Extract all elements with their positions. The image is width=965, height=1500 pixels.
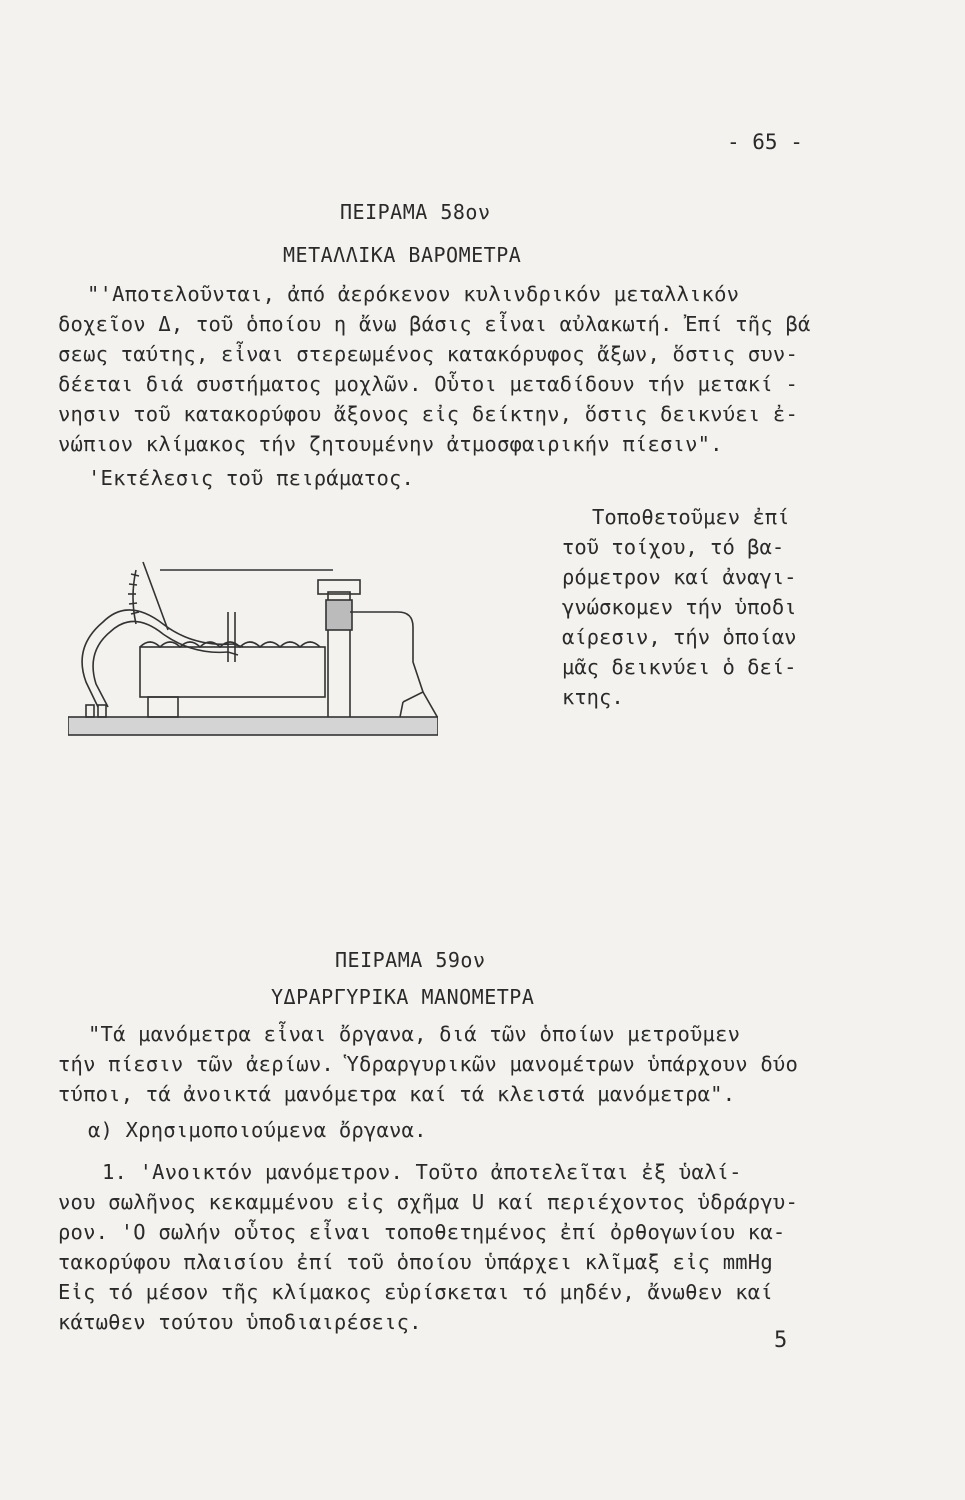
paragraph-line: Εἰς τό μέσον τῆς κλίμακος εὑρίσκεται τό μηδέν, ἄνωθεν καί	[58, 1280, 773, 1304]
paragraph-line: δέεται διά συστήματος μοχλῶν. Οὗτοι μεταδίδουν τήν μετακί -	[58, 372, 798, 396]
paragraph-line: νου σωλῆνος κεκαμμένου εἰς σχῆμα U καί περιέχοντος ὑδράργυ-	[58, 1190, 798, 1214]
paragraph-line: νησιν τοῦ κατακορύφου ἄξονος εἰς δείκτην, ὅστις δεικνύει ἐ-	[58, 402, 798, 426]
base-plate	[68, 717, 438, 735]
paragraph-line: "Τά μανόμετρα εἶναι ὄργανα, διά τῶν ὁποίων μετροῦμεν	[88, 1022, 741, 1046]
experiment-59-title: ΠΕΙΡΑΜΑ 59ον	[335, 948, 486, 972]
side-text-line: αίρεσιν, τήν ὁποίαν	[562, 625, 797, 649]
side-text-line: γνώσκομεν τήν ὑποδι	[562, 595, 797, 619]
paragraph-line: ρον. 'Ο σωλήν οὗτος εἶναι τοποθετημένος ἐπί ὀρθογωνίου κα-	[58, 1220, 786, 1244]
side-text-line: ρόμετρον καί ἀναγι-	[562, 565, 797, 589]
experiment-58-subtitle: ΜΕΤΑΛΛΙΚΑ ΒΑΡΟΜΕΤΡΑ	[283, 243, 522, 267]
side-text-line: τοῦ τοίχου, τό βα-	[562, 535, 785, 559]
experiment-58-title: ΠΕΙΡΑΜΑ 58ον	[340, 200, 491, 224]
paragraph-line: 1. 'Ανοικτόν μανόμετρον. Τοῦτο ἀποτελεῖται ἐξ ὑαλί-	[102, 1160, 742, 1184]
vacuum-box	[140, 647, 325, 697]
side-text-line: Τοποθετοῦμεν ἐπί	[592, 505, 790, 529]
page-number: - 65 -	[727, 130, 803, 154]
side-text-line: κτης.	[562, 685, 624, 709]
tube-outline	[82, 610, 243, 707]
footer-number: 5	[774, 1328, 788, 1353]
paragraph-line: σεως ταύτης, εἶναι στερεωμένος κατακόρυφος ἄξων, ὅστις συν-	[58, 342, 798, 366]
paragraph-line: τύποι, τά ἀνοικτά μανόμετρα καί τά κλειστά μανόμετρα".	[58, 1082, 736, 1106]
paragraph-line: δοχεῖον Δ, τοῦ ὁποίου η ἄνω βάσις εἶναι αὐλακωτή. Ἐπί τῆς βά	[58, 312, 811, 336]
paragraph-line: κάτωθεν τούτου ὑποδιαιρέσεις.	[58, 1310, 422, 1334]
experiment-59-subtitle: ΥΔΡΑΡΓΥΡΙΚΑ ΜΑΝΟΜΕΤΡΑ	[271, 985, 535, 1009]
paragraph-line: τήν πίεσιν τῶν ἀερίων. Ὑδραργυρικῶν μανομέτρων ὑπάρχουν δύο	[58, 1052, 798, 1076]
paragraph-line: τακορύφου πλαισίου ἐπί τοῦ ὁποίου ὑπάρχει κλῖμαξ εἰς mmHg	[58, 1250, 773, 1274]
instruments-heading: α) Χρησιμοποιούμενα ὄργανα.	[88, 1118, 427, 1142]
pointer-needle	[143, 562, 168, 630]
aneroid-barometer-illustration	[68, 552, 438, 740]
execution-heading: 'Εκτέλεσις τοῦ πειράματος.	[88, 466, 415, 490]
paragraph-line: νώπιον κλίμακος τήν ζητουμένην ἀτμοσφαιρικήν πίεσιν".	[58, 432, 723, 456]
scale-arc	[133, 570, 136, 624]
paragraph-line: "'Αποτελοῦνται, ἀπό ἀερόκενον κυλινδρικόν μεταλλικόν	[87, 282, 740, 306]
side-text-line: μᾶς δεικνύει ὁ δεί-	[562, 655, 797, 679]
